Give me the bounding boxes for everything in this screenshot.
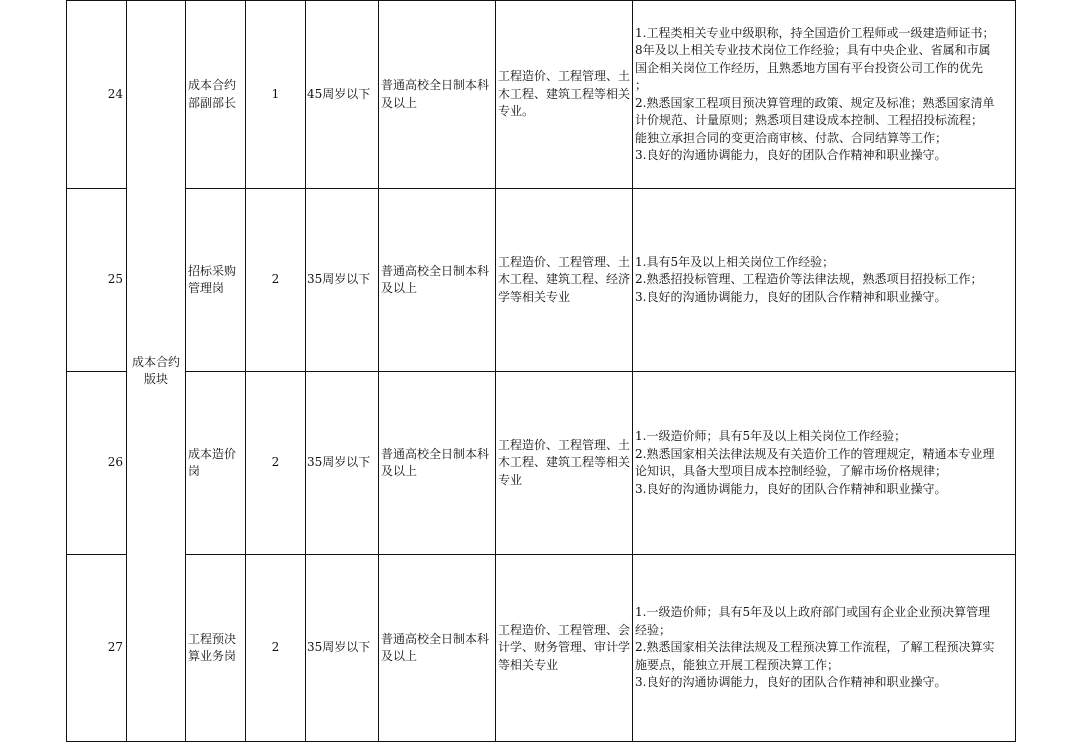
section-label-cell: 成本合约版块 — [127, 1, 186, 742]
headcount-cell: 2 — [246, 189, 306, 372]
position-cell: 成本造价岗 — [186, 372, 246, 555]
age-limit-cell: 35周岁以下 — [306, 372, 379, 555]
requirements-cell — [633, 189, 1016, 372]
recruitment-table — [66, 0, 1016, 742]
major-cell: 工程造价、工程管理、土木工程、建筑工程等相关专业。 — [496, 1, 633, 189]
requirement-line: 经验； — [635, 622, 672, 637]
position-cell: 招标采购管理岗 — [186, 189, 246, 372]
education-cell: 普通高校全日制本科及以上 — [379, 1, 496, 189]
row-number-cell: 26 — [67, 372, 127, 555]
requirement-line: 3.良好的沟通协调能力，良好的团队合作精神和职业操守。 — [635, 675, 947, 690]
row-number-cell: 24 — [67, 1, 127, 189]
table-row — [67, 189, 1016, 372]
table-row — [67, 372, 1016, 555]
requirement-line: 论知识，具备大型项目成本控制经验，了解市场价格规律； — [635, 464, 948, 478]
requirement-line: 1.一级造价师；具有5年及以上相关岗位工作经验； — [635, 429, 907, 443]
requirement-line: 2.熟悉国家相关法律法规及工程预决算工作流程，了解工程预决算实 — [635, 640, 995, 655]
headcount-cell: 2 — [246, 555, 306, 742]
row-number-cell: 25 — [67, 189, 127, 372]
education-cell: 普通高校全日制本科及以上 — [379, 372, 496, 555]
requirement-line: 施要点，能独立开展工程预决算工作； — [635, 657, 840, 672]
requirement-line: 3.良好的沟通协调能力，良好的团队合作精神和职业操守。 — [635, 289, 947, 304]
requirement-line: 1.工程类相关专业中级职称，持全国造价工程师或一级建造师证书； — [635, 25, 995, 40]
requirement-line: 3.良好的沟通协调能力，良好的团队合作精神和职业操守。 — [635, 481, 947, 496]
major-cell: 工程造价、工程管理、会计学、财务管理、审计学等相关专业 — [496, 555, 633, 742]
education-cell: 普通高校全日制本科及以上 — [379, 555, 496, 742]
table-row — [67, 555, 1016, 742]
age-limit-cell: 35周岁以下 — [306, 555, 379, 742]
age-limit-cell: 35周岁以下 — [306, 189, 379, 372]
table-row — [67, 1, 1016, 189]
requirements-cell — [633, 372, 1016, 555]
requirement-line: 2.熟悉国家相关法律法规及有关造价工作的管理规定，精通本专业理 — [635, 446, 995, 461]
requirement-line: ； — [635, 78, 648, 92]
requirements-cell — [633, 1, 1016, 189]
requirement-line: 3.良好的沟通协调能力，良好的团队合作精神和职业操守。 — [635, 148, 947, 162]
major-cell: 工程造价、工程管理、土木工程、建筑工程等相关专业 — [496, 372, 633, 555]
position-cell: 工程预决算业务岗 — [186, 555, 246, 742]
headcount-cell: 2 — [246, 372, 306, 555]
requirement-line: 2.熟悉招投标管理、工程造价等法律法规，熟悉项目招投标工作； — [635, 272, 983, 287]
age-limit-cell: 45周岁以下 — [306, 1, 379, 189]
requirement-line: 能独立承担合同的变更洽商审核、付款、合同结算等工作； — [635, 130, 948, 145]
requirement-line: 8年及以上相关专业技术岗位工作经验；具有中央企业、省属和市属 — [635, 43, 991, 57]
requirement-line: 国企相关岗位工作经历，且熟悉地方国有平台投资公司工作的优先 — [635, 60, 984, 75]
education-cell: 普通高校全日制本科及以上 — [379, 189, 496, 372]
headcount-cell: 1 — [246, 1, 306, 189]
requirement-line: 1.一级造价师；具有5年及以上政府部门或国有企业企业预决算管理 — [635, 605, 991, 620]
major-cell: 工程造价、工程管理、土木工程、建筑工程、经济学等相关专业 — [496, 189, 633, 372]
position-cell: 成本合约部副部长 — [186, 1, 246, 189]
requirement-line: 计价规范、计量原则；熟悉项目建设成本控制、工程招投标流程； — [635, 113, 984, 127]
requirement-line: 2.熟悉国家工程项目预决算管理的政策、规定及标准；熟悉国家清单 — [635, 95, 995, 110]
row-number-cell: 27 — [67, 555, 127, 742]
requirement-line: 1.具有5年及以上相关岗位工作经验； — [635, 254, 835, 269]
requirements-cell — [633, 555, 1016, 742]
